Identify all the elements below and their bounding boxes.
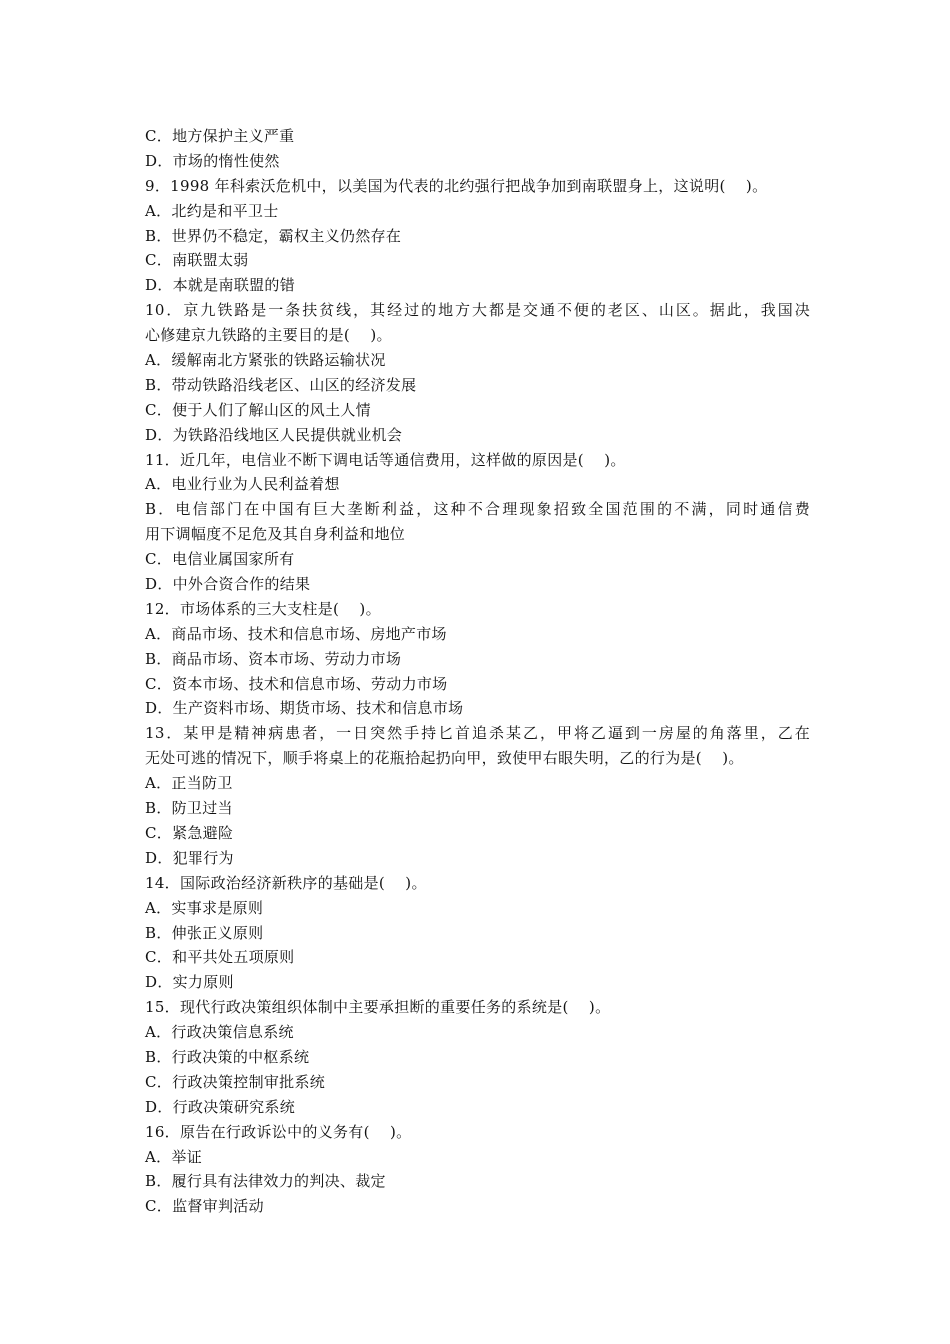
- option-d: D．本就是南联盟的错: [145, 276, 296, 295]
- question-10-cont: 心修建京九铁路的主要目的是( )。: [145, 326, 392, 345]
- option-b: B．电信部门在中国有巨大垄断利益，这种不合理现象招致全国范围的不满，同时通信费: [145, 500, 810, 519]
- option-a: A．北约是和平卫士: [145, 201, 279, 220]
- question-13-cont: 无处可逃的情况下，顺手将桌上的花瓶拾起扔向甲，致使甲右眼失明，乙的行为是( )。: [145, 749, 744, 768]
- option-a: A．举证: [145, 1147, 203, 1166]
- option-c: C．和平共处五项原则: [145, 948, 295, 967]
- option-c: C．电信业属国家所有: [145, 550, 295, 569]
- option-b: B．履行具有法律效力的判决、裁定: [145, 1172, 386, 1191]
- question-14: 14．国际政治经济新秩序的基础是( )。: [145, 873, 427, 892]
- question-15: 15．现代行政决策组织体制中主要承担断的重要任务的系统是( )。: [145, 998, 611, 1017]
- question-9: 9．1998 年科索沃危机中，以美国为代表的北约强行把战争加到南联盟身上，这说明( )。: [145, 176, 768, 195]
- question-12: 12．市场体系的三大支柱是( )。: [145, 599, 381, 618]
- option-d: D．犯罪行为: [145, 848, 234, 867]
- question-11: 11．近几年，电信业不断下调电话等通信费用，这样做的原因是( )。: [145, 450, 626, 469]
- document-body: [145, 124, 810, 1219]
- option-a: A．实事求是原则: [145, 898, 264, 917]
- option-a: A．正当防卫: [145, 774, 233, 793]
- option-c: C．便于人们了解山区的风土人情: [145, 400, 371, 419]
- text-line: C．地方保护主义严重: [145, 127, 295, 145]
- option-a: A．行政决策信息系统: [145, 1023, 294, 1042]
- option-a: A．电业行业为人民利益着想: [145, 475, 340, 494]
- option-d: D．实力原则: [145, 973, 234, 992]
- question-13: 13．某甲是精神病患者，一日突然手持匕首追杀某乙，甲将乙逼到一房屋的角落里，乙在: [145, 724, 810, 743]
- option-c: C．行政决策控制审批系统: [145, 1072, 326, 1091]
- text-line: D．市场的惰性使然: [145, 151, 280, 170]
- option-d: D．生产资料市场、期货市场、技术和信息市场: [145, 699, 464, 718]
- question-16: 16．原告在行政诉讼中的义务有( )。: [145, 1122, 412, 1141]
- option-c: C．紧急避险: [145, 823, 234, 842]
- option-c: C．监督审判活动: [145, 1197, 264, 1216]
- option-c: C．南联盟太弱: [145, 251, 249, 270]
- option-b: B．行政决策的中枢系统: [145, 1047, 310, 1066]
- option-b: B．商品市场、资本市场、劳动力市场: [145, 649, 402, 668]
- option-b: B．防卫过当: [145, 799, 233, 818]
- option-d: D．中外合资合作的结果: [145, 575, 311, 594]
- option-b: B．世界仍不稳定，霸权主义仍然存在: [145, 226, 402, 245]
- option-a: A．缓解南北方紧张的铁路运输状况: [145, 351, 386, 370]
- option-b: B．带动铁路沿线老区、山区的经济发展: [145, 375, 417, 394]
- option-d: D．行政决策研究系统: [145, 1097, 296, 1116]
- option-b-cont: 用下调幅度不足危及其自身利益和地位: [145, 525, 406, 544]
- option-d: D．为铁路沿线地区人民提供就业机会: [145, 425, 403, 444]
- option-b: B．伸张正义原则: [145, 923, 264, 942]
- question-10: 10．京九铁路是一条扶贫线，其经过的地方大都是交通不便的老区、山区。据此，我国决: [145, 301, 810, 320]
- option-c: C．资本市场、技术和信息市场、劳动力市场: [145, 674, 448, 693]
- option-a: A．商品市场、技术和信息市场、房地产市场: [145, 624, 447, 643]
